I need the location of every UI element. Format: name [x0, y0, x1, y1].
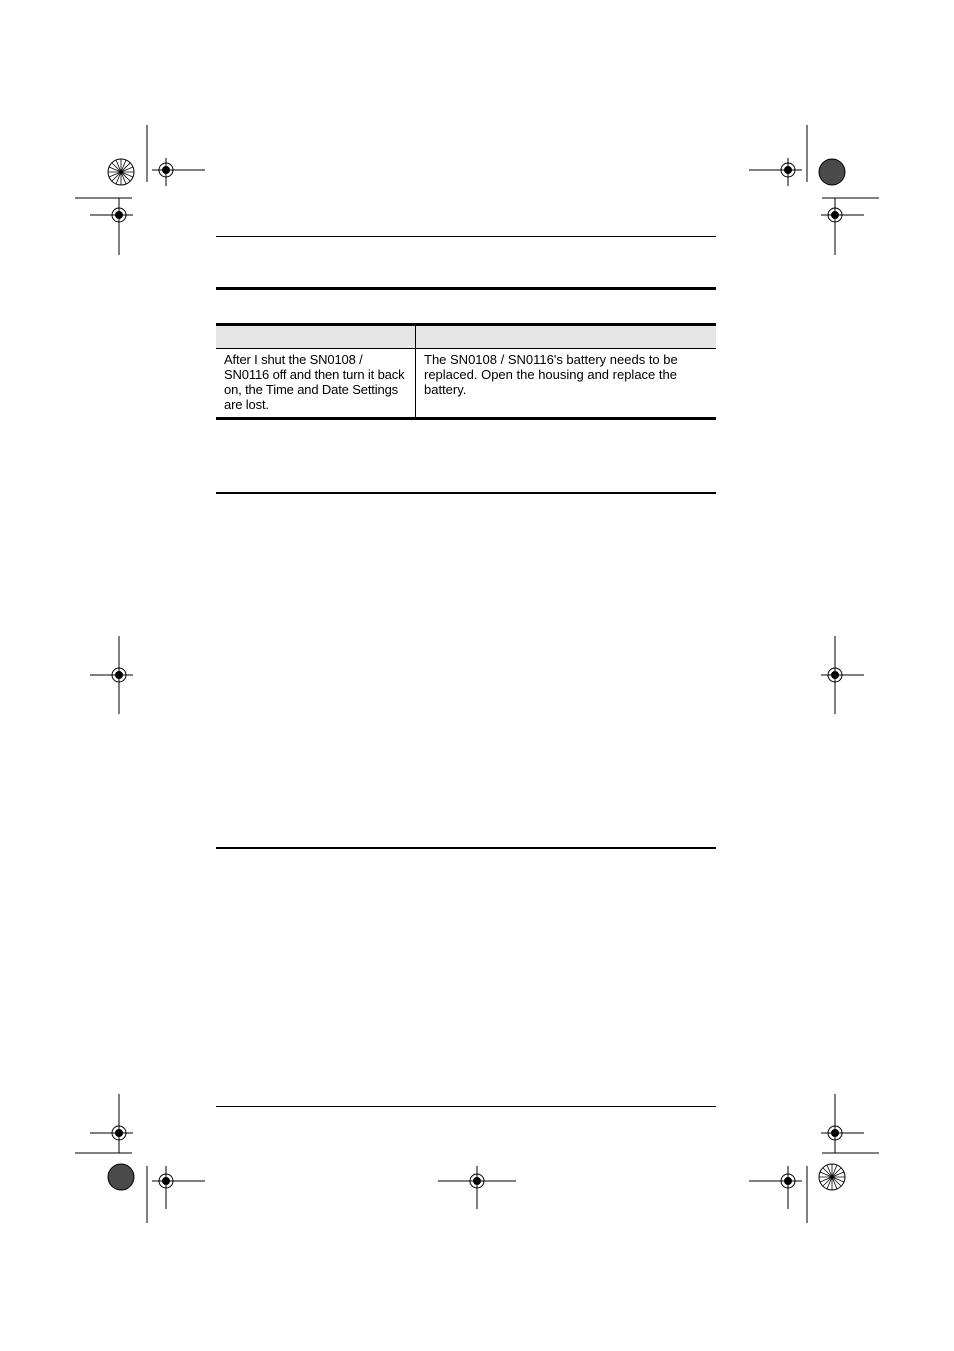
section-rule-top [216, 287, 716, 290]
header-rule [216, 236, 716, 237]
problem-cell: After I shut the SN0108 / SN0116 off and then turn it back on, the Time and Date Settings are lost. [216, 349, 416, 419]
crosshair-mark-bottom-left-inner [152, 1166, 205, 1209]
table-row [216, 349, 716, 419]
crosshair-mark-middle-left [90, 636, 133, 714]
troubleshooting-table [216, 323, 716, 420]
crosshair-mark-top-left-outer [90, 198, 133, 255]
footer-rule [216, 1106, 716, 1107]
starburst-mark-top-left [108, 159, 134, 185]
crosshair-mark-top-right-outer [821, 198, 864, 255]
dark-disc-mark-top-right [819, 159, 845, 185]
section-rule-3 [216, 847, 716, 849]
section-rule-2 [216, 492, 716, 494]
crosshair-mark-top-right-inner [749, 158, 802, 186]
resolution-cell: The SN0108 / SN0116's battery needs to be replaced. Open the housing and replace the battery. [416, 349, 717, 419]
dark-disc-mark-bottom-left [108, 1164, 134, 1190]
crosshair-mark-bottom-center [438, 1166, 516, 1209]
table-header-row [216, 325, 716, 349]
crosshair-mark-bottom-right-inner [749, 1166, 802, 1209]
crosshair-mark-middle-right [821, 636, 864, 714]
crosshair-mark-top-left-inner [152, 158, 205, 186]
crosshair-mark-bottom-right-outer [821, 1094, 864, 1153]
table-header-resolution [416, 325, 717, 349]
crosshair-mark-bottom-left-outer [90, 1094, 133, 1153]
table-header-problem [216, 325, 416, 349]
starburst-mark-bottom-right [819, 1164, 845, 1190]
